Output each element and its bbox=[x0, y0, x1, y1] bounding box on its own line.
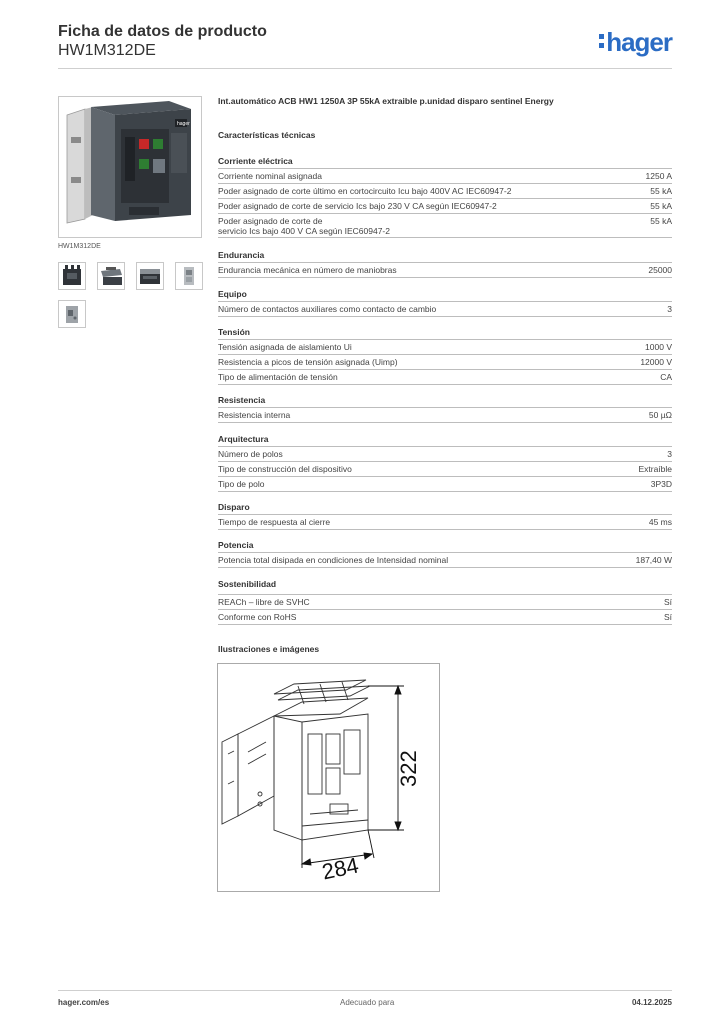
product-reference: HW1M312DE bbox=[58, 42, 156, 59]
spec-row bbox=[218, 262, 672, 277]
spec-label: Tipo de alimentación de tensión bbox=[218, 372, 338, 382]
spec-label: Corriente nominal asignada bbox=[218, 171, 322, 181]
svg-text:hager: hager bbox=[177, 121, 190, 127]
spec-row bbox=[218, 552, 672, 567]
thumbnail-4[interactable] bbox=[175, 262, 203, 290]
spec-row bbox=[218, 514, 672, 529]
section-title-disparo: Disparo bbox=[218, 502, 250, 512]
header-divider bbox=[58, 68, 672, 69]
spec-label: Tipo de polo bbox=[218, 479, 265, 489]
spec-label: REACh – libre de SVHC bbox=[218, 597, 310, 607]
product-description: Int.automático ACB HW1 1250A 3P 55kA extraible p.unidad disparo sentinel Energy bbox=[218, 96, 554, 106]
section-title-arquitectura: Arquitectura bbox=[218, 434, 269, 444]
section-divider bbox=[218, 277, 672, 278]
footer-date: 04.12.2025 bbox=[631, 998, 672, 1007]
section-title-tension: Tensión bbox=[218, 327, 250, 337]
spec-row bbox=[218, 609, 672, 624]
main-image-caption: HW1M312DE bbox=[58, 243, 101, 250]
footer-suitable-for: Adecuado para bbox=[340, 998, 395, 1007]
section-title-equipo: Equipo bbox=[218, 289, 247, 299]
spec-value: 50 µΩ bbox=[648, 410, 672, 420]
section-title-endurancia: Endurancia bbox=[218, 250, 265, 260]
section-title-potencia: Potencia bbox=[218, 540, 254, 550]
spec-row bbox=[218, 446, 672, 461]
spec-label: Poder asignado de corte último en cortocircuito Icu bajo 400V AC IEC60947-2 bbox=[218, 186, 512, 196]
spec-value: 1250 A bbox=[645, 171, 672, 181]
section-divider bbox=[218, 567, 672, 568]
spec-value: 3 bbox=[667, 449, 672, 459]
spec-value: 55 kA bbox=[650, 201, 672, 211]
logo-dots-icon bbox=[599, 30, 605, 50]
dimension-height-label: 322 bbox=[396, 750, 421, 787]
section-divider bbox=[218, 384, 672, 385]
thumbnail-5[interactable] bbox=[58, 300, 86, 328]
spec-value: 55 kA bbox=[650, 186, 672, 196]
thumbnail-1[interactable] bbox=[58, 262, 86, 290]
section-title-resistencia: Resistencia bbox=[218, 395, 266, 405]
spec-label: Tensión asignada de aislamiento Ui bbox=[218, 342, 352, 352]
spec-label: Número de contactos auxiliares como contacto de cambio bbox=[218, 304, 437, 314]
spec-row bbox=[218, 183, 672, 198]
spec-row bbox=[218, 369, 672, 384]
spec-value: Sí bbox=[663, 597, 672, 607]
footer-website-link[interactable]: hager.com/es bbox=[58, 998, 110, 1007]
spec-label: Endurancia mecánica en número de maniobras bbox=[218, 265, 397, 275]
technical-characteristics-heading: Características técnicas bbox=[218, 130, 316, 140]
spec-row bbox=[218, 354, 672, 369]
spec-label: Poder asignado de corte de servicio Ics bajo 230 V CA según IEC60947-2 bbox=[218, 201, 497, 211]
spec-row bbox=[218, 594, 672, 609]
dimension-drawing[interactable] bbox=[217, 663, 440, 892]
thumbnail-2[interactable] bbox=[97, 262, 125, 290]
circuit-breaker-photo-icon bbox=[59, 97, 201, 237]
section-divider bbox=[218, 316, 672, 317]
spec-row bbox=[218, 168, 672, 183]
spec-row bbox=[218, 301, 672, 316]
product-main-image[interactable] bbox=[58, 96, 202, 238]
spec-label: Poder asignado de corte de servicio Ics bajo 400 V CA según IEC60947-2 bbox=[218, 216, 390, 236]
footer-divider bbox=[58, 990, 672, 991]
spec-value: Sí bbox=[663, 612, 672, 622]
spec-row bbox=[218, 339, 672, 354]
section-title-corriente: Corriente eléctrica bbox=[218, 156, 293, 166]
spec-value: Extraíble bbox=[638, 464, 672, 474]
section-divider bbox=[218, 491, 672, 492]
hager-logo[interactable] bbox=[599, 28, 672, 56]
breaker-front-view-icon bbox=[59, 263, 85, 289]
logo-text: hager bbox=[606, 27, 672, 57]
spec-label: Resistencia a picos de tensión asignada (Uimp) bbox=[218, 357, 398, 367]
thumbnail-3[interactable] bbox=[136, 262, 164, 290]
breaker-top-view-icon bbox=[137, 263, 163, 289]
spec-label: Número de polos bbox=[218, 449, 283, 459]
spec-value: 187,40 W bbox=[635, 555, 672, 565]
spec-value: 45 ms bbox=[648, 517, 672, 527]
spec-value: 3 bbox=[667, 304, 672, 314]
section-title-sostenibilidad: Sostenibilidad bbox=[218, 579, 277, 589]
spec-value: 12000 V bbox=[640, 357, 672, 367]
dimension-width-label: 284 bbox=[319, 852, 361, 885]
document-title: Ficha de datos de producto bbox=[58, 23, 267, 40]
spec-row bbox=[218, 407, 672, 422]
spec-label: Conforme con RoHS bbox=[218, 612, 297, 622]
spec-value: 55 kA bbox=[650, 216, 672, 226]
illustrations-heading: Ilustraciones e imágenes bbox=[218, 644, 320, 654]
spec-label: Tipo de construcción del dispositivo bbox=[218, 464, 352, 474]
spec-label: Tiempo de respuesta al cierre bbox=[218, 517, 331, 527]
breaker-module-icon bbox=[59, 301, 85, 327]
breaker-side-view-icon bbox=[98, 263, 124, 289]
spec-row bbox=[218, 461, 672, 476]
spec-label: Potencia total disipada en condiciones de Intensidad nominal bbox=[218, 555, 449, 565]
spec-value: 3P3D bbox=[650, 479, 672, 489]
section-divider bbox=[218, 237, 672, 238]
spec-row bbox=[218, 198, 672, 213]
section-divider bbox=[218, 529, 672, 530]
spec-value: CA bbox=[660, 372, 672, 382]
section-divider bbox=[218, 624, 672, 625]
section-divider bbox=[218, 422, 672, 423]
breaker-accessory-icon bbox=[176, 263, 202, 289]
spec-label: Resistencia interna bbox=[218, 410, 291, 420]
spec-value: 25000 bbox=[648, 265, 672, 275]
spec-value: 1000 V bbox=[645, 342, 672, 352]
spec-row bbox=[218, 213, 672, 237]
page-header bbox=[58, 22, 672, 68]
spec-row bbox=[218, 476, 672, 491]
